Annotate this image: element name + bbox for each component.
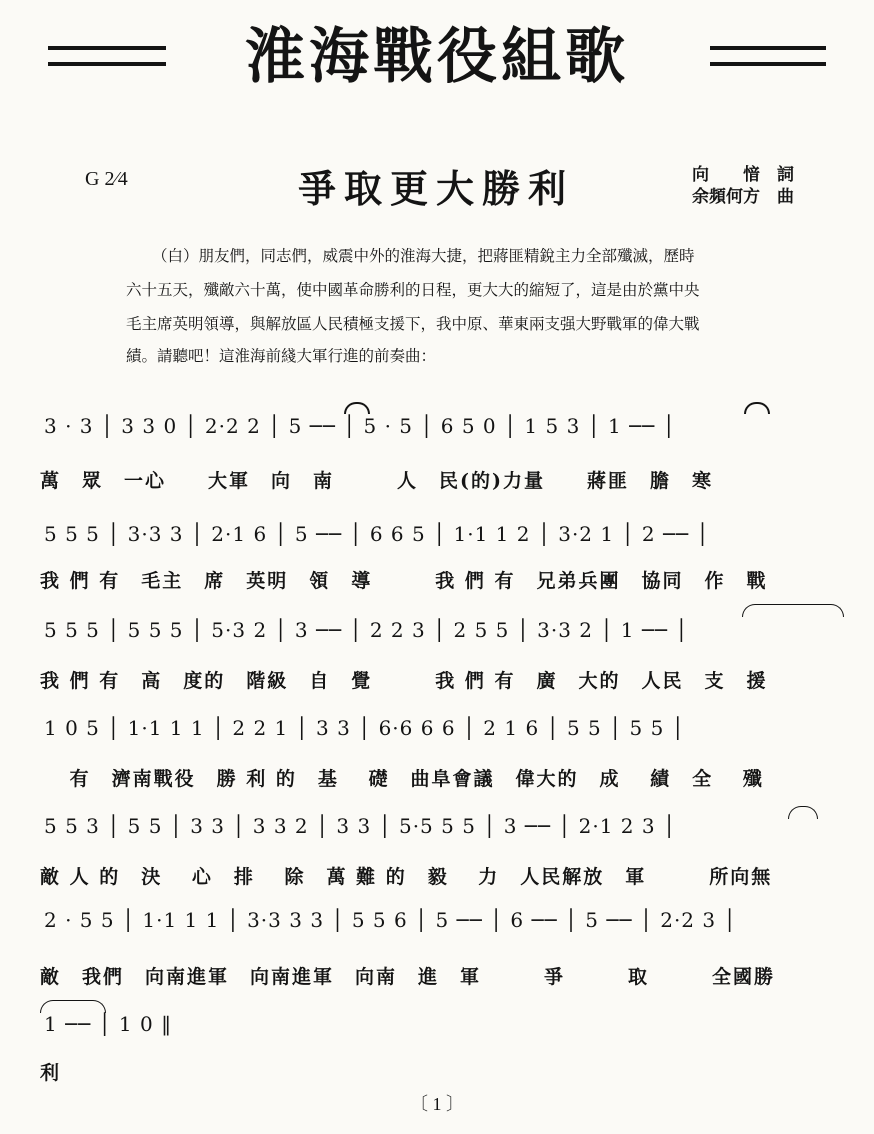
narration-line: （白）朋友們，同志們，威震中外的淮海大捷，把蔣匪精銳主力全部殲滅，歷時	[152, 247, 695, 265]
key-signature: G 2⁄4	[85, 168, 128, 190]
notation-line: 1 0 5 │ 1·1 1 1 │ 2 2 1 │ 3 3 │ 6·6 6 6 │ 2 1 6 │ 5 5 │ 5 5 │	[44, 716, 685, 740]
fermata-mark	[344, 402, 370, 414]
lyrics-line: 有 濟南戰役 勝 利 的 基 礎 曲阜會議 偉大的 成 績 全 殲	[40, 768, 764, 790]
notation-line: 5 5 5 │ 5 5 5 │ 5·3 2 │ 3 ── │ 2 2 3 │ 2 5 5 │ 3·3 2 │ 1 ── │	[44, 618, 689, 642]
fermata-mark	[744, 402, 770, 414]
tie-arc	[788, 806, 818, 819]
song-title: 爭取更大勝利	[298, 166, 575, 211]
lyrics-line: 敵 我們 向南進軍 向南進軍 向南 進 軍 爭 取 全國勝	[40, 966, 776, 988]
banner-rule-right-bottom	[710, 62, 826, 66]
lyricist-credit: 向 愔 詞	[692, 165, 794, 185]
page-number: 〔 1 〕	[410, 1094, 464, 1114]
notation-line: 3 · 3 │ 3 3 0 │ 2·2 2 │ 5 ── │ 5 · 5 │ 6 5 0 │ 1 5 3 │ 1 ── │	[44, 414, 676, 438]
lyrics-line: 萬 眾 一心 大軍 向 南 人 民(的)力量 蔣匪 膽 寒	[40, 470, 713, 492]
banner-rule-right-top	[710, 46, 826, 50]
lyrics-line: 利	[40, 1062, 62, 1084]
notation-line: 2 · 5 5 │ 1·1 1 1 │ 3·3 3 3 │ 5 5 6 │ 5 ── │ 6 ── │ 5 ── │ 2·2 3 │	[44, 908, 737, 932]
narration-line: 毛主席英明領導，與解放區人民積極支援下，我中原、華東兩支强大野戰軍的偉大戰	[126, 315, 700, 333]
lyrics-line: 我 們 有 高 度的 階級 自 覺 我 們 有 廣 大的 人民 支 援	[40, 670, 768, 692]
notation-line: 5 5 3 │ 5 5 │ 3 3 │ 3 3 2 │ 3 3 │ 5·5 5 5 │ 3 ── │ 2·1 2 3 │	[44, 814, 676, 838]
banner-title: 淮海戰役組歌	[245, 22, 629, 92]
tie-arc	[40, 1000, 106, 1013]
composer-credit: 余頻何方 曲	[692, 187, 794, 207]
narration-line: 績。請聽吧！這淮海前綫大軍行進的前奏曲：	[126, 347, 437, 365]
tie-arc	[742, 604, 844, 617]
notation-line: 1 ── │ 1 0 ‖	[44, 1012, 173, 1036]
lyrics-line: 我 們 有 毛主 席 英明 領 導 我 們 有 兄弟兵團 協同 作 戰	[40, 570, 768, 592]
banner-rule-left-bottom	[48, 62, 166, 66]
narration-line: 六十五天，殲敵六十萬，使中國革命勝利的日程，更大大的縮短了，這是由於黨中央	[126, 281, 700, 299]
banner-rule-left-top	[48, 46, 166, 50]
lyrics-line: 敵 人 的 決 心 排 除 萬 難 的 毅 力 人民解放 軍 所向無	[40, 866, 773, 888]
notation-line: 5 5 5 │ 3·3 3 │ 2·1 6 │ 5 ── │ 6 6 5 │ 1·1 1 2 │ 3·2 1 │ 2 ── │	[44, 522, 710, 546]
